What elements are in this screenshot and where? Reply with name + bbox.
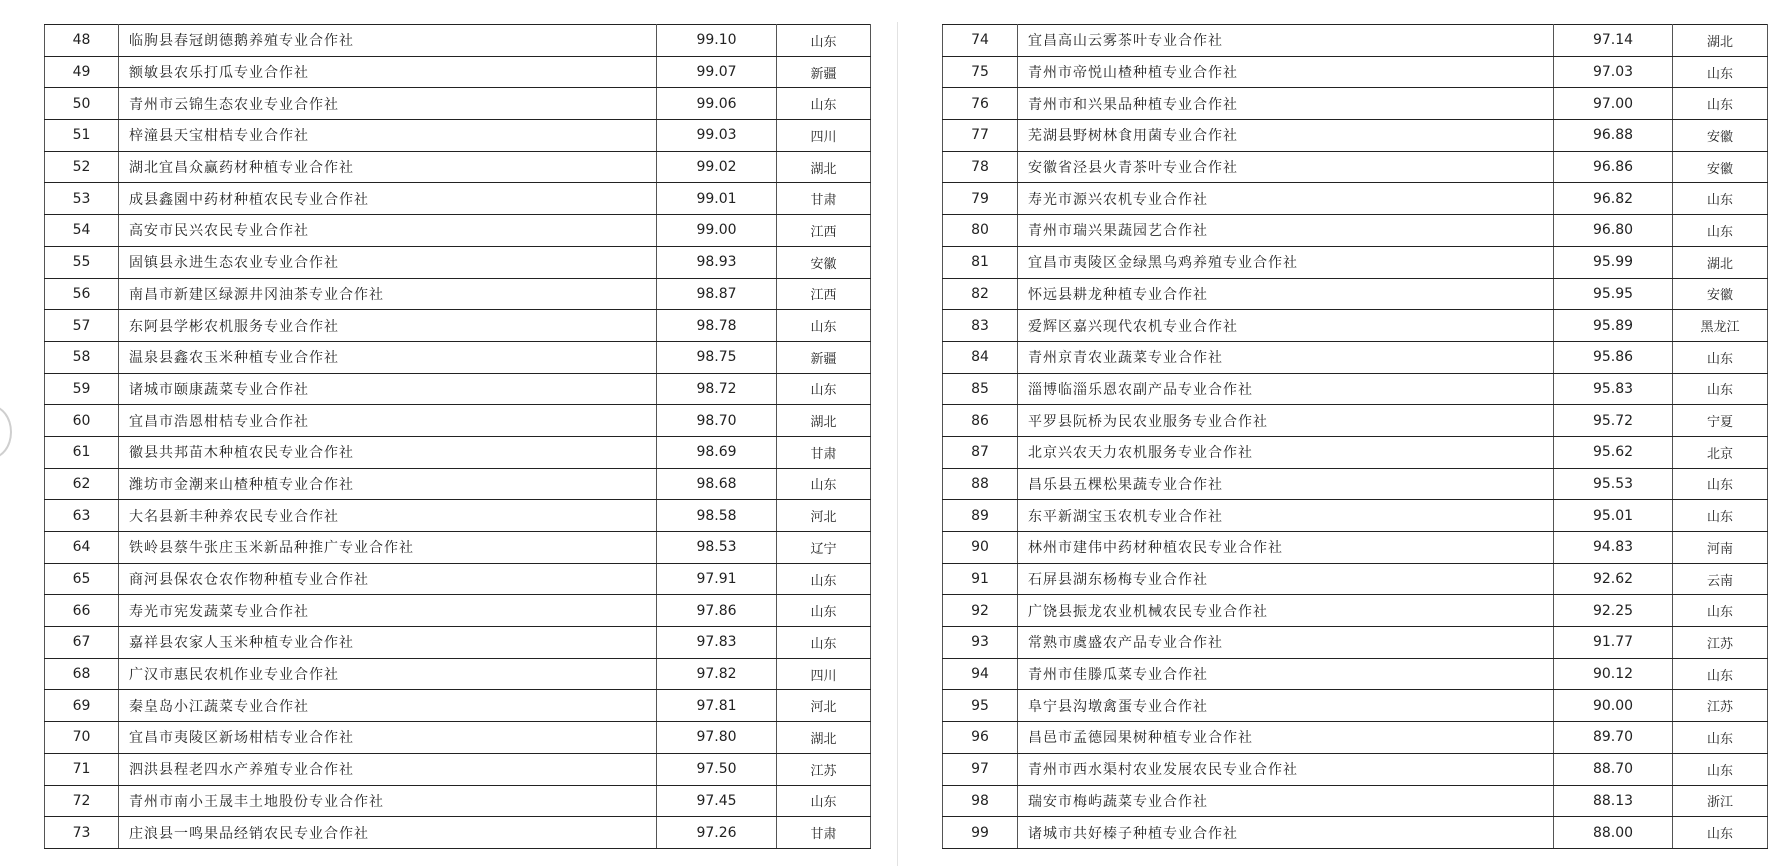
- province-cell: 山东: [1673, 88, 1768, 120]
- province-cell: 山东: [1673, 183, 1768, 215]
- rank-cell: 63: [45, 500, 119, 532]
- cooperative-name-cell: 诸城市共好榛子种植专业合作社: [1018, 817, 1554, 849]
- cooperative-name-cell: 昌邑市孟德园果树种植专业合作社: [1018, 722, 1554, 754]
- province-cell: 甘肃: [777, 817, 871, 849]
- table-row: [45, 310, 871, 342]
- cooperative-name-cell: 石屏县湖东杨梅专业合作社: [1018, 563, 1554, 595]
- province-cell: 湖北: [1673, 25, 1768, 57]
- province-cell: 江西: [777, 278, 871, 310]
- cooperative-name-cell: 淄博临淄乐恩农副产品专业合作社: [1018, 373, 1554, 405]
- rank-cell: 49: [45, 56, 119, 88]
- right-ranking-table: [942, 24, 1768, 849]
- rank-cell: 83: [943, 310, 1018, 342]
- score-cell: 92.25: [1554, 595, 1673, 627]
- score-cell: 99.03: [657, 120, 777, 152]
- score-cell: 97.86: [657, 595, 777, 627]
- cooperative-name-cell: 梓潼县天宝柑桔专业合作社: [119, 120, 657, 152]
- table-row: [45, 658, 871, 690]
- rank-cell: 92: [943, 595, 1018, 627]
- cooperative-name-cell: 温泉县鑫农玉米种植专业合作社: [119, 341, 657, 373]
- province-cell: 山东: [1673, 468, 1768, 500]
- rank-cell: 52: [45, 151, 119, 183]
- province-cell: 山东: [777, 310, 871, 342]
- cooperative-name-cell: 青州市帝悦山楂种植专业合作社: [1018, 56, 1554, 88]
- table-row: [45, 341, 871, 373]
- table-row: [943, 183, 1768, 215]
- province-cell: 山东: [1673, 753, 1768, 785]
- cooperative-name-cell: 瑞安市梅屿蔬菜专业合作社: [1018, 785, 1554, 817]
- rank-cell: 84: [943, 341, 1018, 373]
- province-cell: 安徽: [777, 246, 871, 278]
- score-cell: 97.45: [657, 785, 777, 817]
- rank-cell: 70: [45, 722, 119, 754]
- table-row: [45, 151, 871, 183]
- rank-cell: 90: [943, 532, 1018, 564]
- score-cell: 96.86: [1554, 151, 1673, 183]
- province-cell: 四川: [777, 658, 871, 690]
- score-cell: 97.26: [657, 817, 777, 849]
- rank-cell: 55: [45, 246, 119, 278]
- rank-cell: 65: [45, 563, 119, 595]
- province-cell: 山东: [1673, 500, 1768, 532]
- score-cell: 96.80: [1554, 215, 1673, 247]
- cooperative-name-cell: 广饶县振龙农业机械农民专业合作社: [1018, 595, 1554, 627]
- cooperative-name-cell: 东平新湖宝玉农机专业合作社: [1018, 500, 1554, 532]
- table-row: [45, 405, 871, 437]
- province-cell: 四川: [777, 120, 871, 152]
- province-cell: 宁夏: [1673, 405, 1768, 437]
- score-cell: 98.69: [657, 436, 777, 468]
- score-cell: 98.78: [657, 310, 777, 342]
- province-cell: 河南: [1673, 532, 1768, 564]
- score-cell: 95.83: [1554, 373, 1673, 405]
- cooperative-name-cell: 高安市民兴农民专业合作社: [119, 215, 657, 247]
- rank-cell: 51: [45, 120, 119, 152]
- rank-cell: 62: [45, 468, 119, 500]
- province-cell: 江苏: [777, 753, 871, 785]
- province-cell: 云南: [1673, 563, 1768, 595]
- cooperative-name-cell: 徽县共邦苗木种植农民专业合作社: [119, 436, 657, 468]
- table-row: [45, 183, 871, 215]
- table-row: [943, 595, 1768, 627]
- table-row: [943, 753, 1768, 785]
- rank-cell: 57: [45, 310, 119, 342]
- cooperative-name-cell: 青州市西水渠村农业发展农民专业合作社: [1018, 753, 1554, 785]
- score-cell: 94.83: [1554, 532, 1673, 564]
- score-cell: 97.00: [1554, 88, 1673, 120]
- rank-cell: 74: [943, 25, 1018, 57]
- score-cell: 99.10: [657, 25, 777, 57]
- province-cell: 山东: [777, 25, 871, 57]
- table-row: [943, 722, 1768, 754]
- province-cell: 山东: [777, 563, 871, 595]
- rank-cell: 72: [45, 785, 119, 817]
- table-row: [45, 595, 871, 627]
- rank-cell: 88: [943, 468, 1018, 500]
- rank-cell: 81: [943, 246, 1018, 278]
- table-row: [45, 56, 871, 88]
- province-cell: 甘肃: [777, 183, 871, 215]
- page-divider: [897, 22, 898, 866]
- cooperative-name-cell: 爱辉区嘉兴现代农机专业合作社: [1018, 310, 1554, 342]
- province-cell: 安徽: [1673, 278, 1768, 310]
- table-row: [45, 120, 871, 152]
- province-cell: 山东: [1673, 215, 1768, 247]
- province-cell: 山东: [1673, 658, 1768, 690]
- rank-cell: 80: [943, 215, 1018, 247]
- table-row: [943, 215, 1768, 247]
- rank-cell: 50: [45, 88, 119, 120]
- province-cell: 北京: [1673, 436, 1768, 468]
- province-cell: 新疆: [777, 56, 871, 88]
- province-cell: 江苏: [1673, 690, 1768, 722]
- rank-cell: 76: [943, 88, 1018, 120]
- province-cell: 山东: [1673, 373, 1768, 405]
- cooperative-name-cell: 怀远县耕龙种植专业合作社: [1018, 278, 1554, 310]
- cooperative-name-cell: 宜昌高山云雾茶叶专业合作社: [1018, 25, 1554, 57]
- cooperative-name-cell: 秦皇岛小江蔬菜专业合作社: [119, 690, 657, 722]
- table-row: [943, 532, 1768, 564]
- province-cell: 山东: [777, 468, 871, 500]
- rank-cell: 48: [45, 25, 119, 57]
- cooperative-name-cell: 商河县保农仓农作物种植专业合作社: [119, 563, 657, 595]
- score-cell: 99.02: [657, 151, 777, 183]
- rank-cell: 86: [943, 405, 1018, 437]
- table-row: [943, 405, 1768, 437]
- cooperative-name-cell: 寿光市宪发蔬菜专业合作社: [119, 595, 657, 627]
- table-row: [943, 785, 1768, 817]
- table-row: [45, 532, 871, 564]
- table-row: [45, 246, 871, 278]
- cooperative-name-cell: 铁岭县蔡牛张庄玉米新品种推广专业合作社: [119, 532, 657, 564]
- rank-cell: 99: [943, 817, 1018, 849]
- score-cell: 90.00: [1554, 690, 1673, 722]
- table-row: [45, 753, 871, 785]
- rank-cell: 71: [45, 753, 119, 785]
- cooperative-name-cell: 青州京青农业蔬菜专业合作社: [1018, 341, 1554, 373]
- province-cell: 浙江: [1673, 785, 1768, 817]
- score-cell: 95.86: [1554, 341, 1673, 373]
- score-cell: 88.00: [1554, 817, 1673, 849]
- score-cell: 97.81: [657, 690, 777, 722]
- cooperative-name-cell: 平罗县阮桥为民农业服务专业合作社: [1018, 405, 1554, 437]
- cooperative-name-cell: 大名县新丰种养农民专业合作社: [119, 500, 657, 532]
- province-cell: 甘肃: [777, 436, 871, 468]
- rank-cell: 59: [45, 373, 119, 405]
- rank-cell: 82: [943, 278, 1018, 310]
- table-row: [45, 88, 871, 120]
- table-row: [943, 658, 1768, 690]
- table-row: [943, 88, 1768, 120]
- cooperative-name-cell: 固镇县永进生态农业专业合作社: [119, 246, 657, 278]
- rank-cell: 69: [45, 690, 119, 722]
- table-row: [45, 627, 871, 659]
- province-cell: 山东: [1673, 56, 1768, 88]
- cooperative-name-cell: 南昌市新建区绿源井冈油茶专业合作社: [119, 278, 657, 310]
- score-cell: 97.91: [657, 563, 777, 595]
- score-cell: 97.83: [657, 627, 777, 659]
- province-cell: 山东: [1673, 341, 1768, 373]
- score-cell: 95.53: [1554, 468, 1673, 500]
- rank-cell: 64: [45, 532, 119, 564]
- rank-cell: 77: [943, 120, 1018, 152]
- table-row: [45, 373, 871, 405]
- rank-cell: 87: [943, 436, 1018, 468]
- score-cell: 98.93: [657, 246, 777, 278]
- left-ranking-table: [44, 24, 871, 849]
- table-row: [45, 436, 871, 468]
- page-nav-circle[interactable]: [0, 405, 12, 459]
- province-cell: 湖北: [777, 722, 871, 754]
- score-cell: 97.80: [657, 722, 777, 754]
- table-row: [45, 468, 871, 500]
- province-cell: 安徽: [1673, 151, 1768, 183]
- rank-cell: 79: [943, 183, 1018, 215]
- cooperative-name-cell: 寿光市源兴农机专业合作社: [1018, 183, 1554, 215]
- rank-cell: 95: [943, 690, 1018, 722]
- rank-cell: 91: [943, 563, 1018, 595]
- cooperative-name-cell: 林州市建伟中药材种植农民专业合作社: [1018, 532, 1554, 564]
- table-row: [943, 468, 1768, 500]
- score-cell: 99.00: [657, 215, 777, 247]
- table-row: [943, 56, 1768, 88]
- province-cell: 新疆: [777, 341, 871, 373]
- cooperative-name-cell: 庄浪县一鸣果品经销农民专业合作社: [119, 817, 657, 849]
- table-row: [943, 151, 1768, 183]
- table-row: [45, 817, 871, 849]
- cooperative-name-cell: 潍坊市金潮来山楂种植专业合作社: [119, 468, 657, 500]
- province-cell: 江西: [777, 215, 871, 247]
- province-cell: 黑龙江: [1673, 310, 1768, 342]
- province-cell: 山东: [1673, 595, 1768, 627]
- rank-cell: 75: [943, 56, 1018, 88]
- province-cell: 山东: [777, 785, 871, 817]
- cooperative-name-cell: 安徽省泾县火青茶叶专业合作社: [1018, 151, 1554, 183]
- table-row: [943, 278, 1768, 310]
- table-row: [45, 722, 871, 754]
- province-cell: 辽宁: [777, 532, 871, 564]
- table-row: [943, 436, 1768, 468]
- province-cell: 山东: [777, 373, 871, 405]
- table-row: [943, 373, 1768, 405]
- rank-cell: 97: [943, 753, 1018, 785]
- cooperative-name-cell: 泗洪县程老四水产养殖专业合作社: [119, 753, 657, 785]
- cooperative-name-cell: 临朐县春冠朗德鹅养殖专业合作社: [119, 25, 657, 57]
- province-cell: 湖北: [777, 151, 871, 183]
- score-cell: 97.50: [657, 753, 777, 785]
- score-cell: 96.82: [1554, 183, 1673, 215]
- province-cell: 山东: [777, 595, 871, 627]
- rank-cell: 54: [45, 215, 119, 247]
- cooperative-name-cell: 额敏县农乐打瓜专业合作社: [119, 56, 657, 88]
- province-cell: 山东: [777, 88, 871, 120]
- score-cell: 98.72: [657, 373, 777, 405]
- score-cell: 90.12: [1554, 658, 1673, 690]
- province-cell: 江苏: [1673, 627, 1768, 659]
- rank-cell: 85: [943, 373, 1018, 405]
- cooperative-name-cell: 宜昌市浩恩柑桔专业合作社: [119, 405, 657, 437]
- rank-cell: 89: [943, 500, 1018, 532]
- table-row: [45, 278, 871, 310]
- cooperative-name-cell: 青州市瑞兴果蔬园艺合作社: [1018, 215, 1554, 247]
- score-cell: 95.89: [1554, 310, 1673, 342]
- cooperative-name-cell: 芜湖县野树林食用菌专业合作社: [1018, 120, 1554, 152]
- province-cell: 山东: [1673, 722, 1768, 754]
- score-cell: 98.53: [657, 532, 777, 564]
- table-row: [943, 627, 1768, 659]
- score-cell: 98.75: [657, 341, 777, 373]
- score-cell: 99.06: [657, 88, 777, 120]
- cooperative-name-cell: 青州市和兴果品种植专业合作社: [1018, 88, 1554, 120]
- score-cell: 88.13: [1554, 785, 1673, 817]
- table-row: [45, 25, 871, 57]
- province-cell: 河北: [777, 500, 871, 532]
- table-row: [45, 215, 871, 247]
- score-cell: 97.82: [657, 658, 777, 690]
- rank-cell: 68: [45, 658, 119, 690]
- score-cell: 99.01: [657, 183, 777, 215]
- rank-cell: 93: [943, 627, 1018, 659]
- rank-cell: 67: [45, 627, 119, 659]
- score-cell: 95.72: [1554, 405, 1673, 437]
- table-row: [943, 246, 1768, 278]
- province-cell: 湖北: [1673, 246, 1768, 278]
- table-row: [943, 341, 1768, 373]
- province-cell: 河北: [777, 690, 871, 722]
- score-cell: 98.68: [657, 468, 777, 500]
- rank-cell: 58: [45, 341, 119, 373]
- cooperative-name-cell: 嘉祥县农家人玉米种植专业合作社: [119, 627, 657, 659]
- rank-cell: 73: [45, 817, 119, 849]
- score-cell: 98.58: [657, 500, 777, 532]
- cooperative-name-cell: 阜宁县沟墩禽蛋专业合作社: [1018, 690, 1554, 722]
- table-row: [943, 500, 1768, 532]
- table-row: [943, 25, 1768, 57]
- score-cell: 95.95: [1554, 278, 1673, 310]
- cooperative-name-cell: 湖北宜昌众赢药材种植专业合作社: [119, 151, 657, 183]
- cooperative-name-cell: 青州市南小王晟丰土地股份专业合作社: [119, 785, 657, 817]
- rank-cell: 94: [943, 658, 1018, 690]
- score-cell: 89.70: [1554, 722, 1673, 754]
- score-cell: 98.87: [657, 278, 777, 310]
- score-cell: 91.77: [1554, 627, 1673, 659]
- score-cell: 95.62: [1554, 436, 1673, 468]
- province-cell: 山东: [1673, 817, 1768, 849]
- score-cell: 88.70: [1554, 753, 1673, 785]
- rank-cell: 78: [943, 151, 1018, 183]
- table-row: [943, 120, 1768, 152]
- cooperative-name-cell: 宜昌市夷陵区新场柑桔专业合作社: [119, 722, 657, 754]
- rank-cell: 61: [45, 436, 119, 468]
- rank-cell: 53: [45, 183, 119, 215]
- rank-cell: 56: [45, 278, 119, 310]
- score-cell: 97.03: [1554, 56, 1673, 88]
- table-row: [45, 563, 871, 595]
- cooperative-name-cell: 常熟市虞盛农产品专业合作社: [1018, 627, 1554, 659]
- score-cell: 97.14: [1554, 25, 1673, 57]
- score-cell: 99.07: [657, 56, 777, 88]
- cooperative-name-cell: 宜昌市夷陵区金绿黑乌鸡养殖专业合作社: [1018, 246, 1554, 278]
- table-row: [45, 500, 871, 532]
- score-cell: 98.70: [657, 405, 777, 437]
- table-row: [943, 690, 1768, 722]
- score-cell: 95.99: [1554, 246, 1673, 278]
- table-row: [943, 310, 1768, 342]
- province-cell: 山东: [777, 627, 871, 659]
- cooperative-name-cell: 东阿县学彬农机服务专业合作社: [119, 310, 657, 342]
- province-cell: 湖北: [777, 405, 871, 437]
- table-row: [45, 690, 871, 722]
- table-row: [45, 785, 871, 817]
- table-row: [943, 817, 1768, 849]
- score-cell: 96.88: [1554, 120, 1673, 152]
- cooperative-name-cell: 昌乐县五棵松果蔬专业合作社: [1018, 468, 1554, 500]
- table-row: [943, 563, 1768, 595]
- cooperative-name-cell: 成县鑫園中药材种植农民专业合作社: [119, 183, 657, 215]
- cooperative-name-cell: 青州市云锦生态农业专业合作社: [119, 88, 657, 120]
- province-cell: 安徽: [1673, 120, 1768, 152]
- rank-cell: 60: [45, 405, 119, 437]
- score-cell: 95.01: [1554, 500, 1673, 532]
- cooperative-name-cell: 广汉市惠民农机作业专业合作社: [119, 658, 657, 690]
- cooperative-name-cell: 青州市佳滕瓜菜专业合作社: [1018, 658, 1554, 690]
- score-cell: 92.62: [1554, 563, 1673, 595]
- cooperative-name-cell: 诸城市颐康蔬菜专业合作社: [119, 373, 657, 405]
- rank-cell: 66: [45, 595, 119, 627]
- cooperative-name-cell: 北京兴农天力农机服务专业合作社: [1018, 436, 1554, 468]
- rank-cell: 96: [943, 722, 1018, 754]
- rank-cell: 98: [943, 785, 1018, 817]
